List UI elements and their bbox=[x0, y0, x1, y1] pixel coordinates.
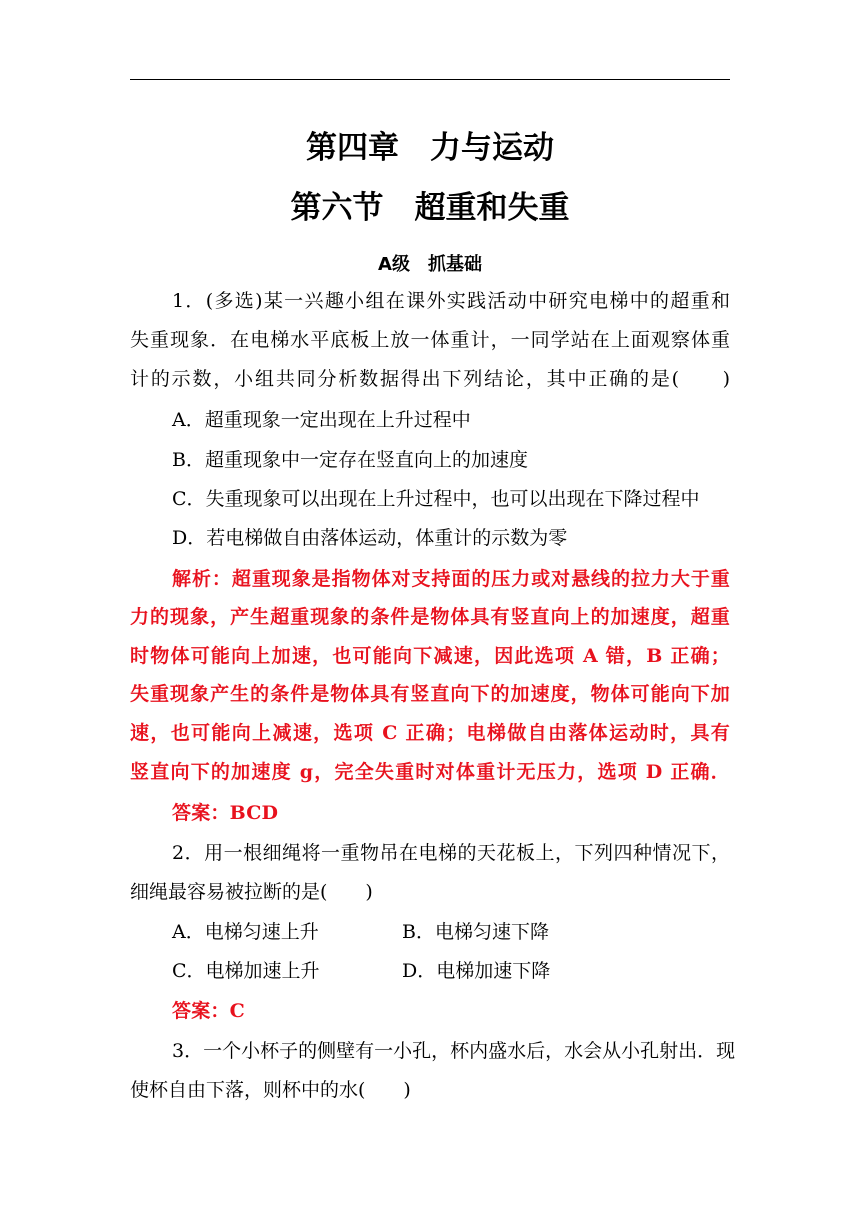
q1-option-d: D．若电梯做自由落体运动，体重计的示数为零 bbox=[172, 527, 568, 549]
q2-option-a: A．电梯匀速上升 bbox=[172, 921, 319, 943]
q3-stem-line: 使杯自由下落，则杯中的水( ) bbox=[130, 1079, 411, 1101]
section-title: 第六节 超重和失重 bbox=[290, 190, 570, 226]
chapter-title: 第四章 力与运动 bbox=[306, 130, 554, 166]
q1-analysis-line: 力的现象，产生超重现象的条件是物体具有竖直向上的加速度，超重 bbox=[130, 606, 730, 628]
header-rule bbox=[130, 79, 730, 80]
level-heading: A级 抓基础 bbox=[378, 254, 482, 275]
q1-analysis-line: 解析：超重现象是指物体对支持面的压力或对悬线的拉力大于重 bbox=[172, 568, 730, 590]
q1-analysis-line: 失重现象产生的条件是物体具有竖直向下的加速度，物体可能向下加 bbox=[130, 683, 730, 705]
q1-stem-line: 1．(多选)某一兴趣小组在课外实践活动中研究电梯中的超重和 bbox=[172, 290, 730, 312]
q1-option-a: A．超重现象一定出现在上升过程中 bbox=[172, 409, 471, 431]
q1-stem-line: 计的示数，小组共同分析数据得出下列结论，其中正确的是( ) bbox=[130, 368, 730, 390]
q1-option-c: C．失重现象可以出现在上升过程中，也可以出现在下降过程中 bbox=[172, 488, 700, 510]
q1-analysis-line: 时物体可能向上加速，也可能向下减速，因此选项 A 错，B 正确； bbox=[130, 645, 730, 667]
q2-option-row bbox=[172, 958, 730, 984]
q3-stem-line: 3．一个小杯子的侧壁有一小孔，杯内盛水后，水会从小孔射出．现 bbox=[172, 1040, 736, 1062]
q2-option-b: B．电梯匀速下降 bbox=[402, 921, 549, 943]
q1-analysis-line: 竖直向下的加速度 g，完全失重时对体重计无压力，选项 D 正确． bbox=[130, 761, 730, 783]
q2-stem-line: 2．用一根细绳将一重物吊在电梯的天花板上，下列四种情况下， bbox=[172, 842, 730, 864]
q1-option-b: B．超重现象中一定存在竖直向上的加速度 bbox=[172, 449, 528, 471]
q2-option-row bbox=[172, 919, 730, 945]
q2-option-d: D．电梯加速下降 bbox=[402, 960, 551, 982]
q1-stem-line: 失重现象．在电梯水平底板上放一体重计，一同学站在上面观察体重 bbox=[130, 329, 730, 351]
q1-analysis-line: 速，也可能向上减速，选项 C 正确；电梯做自由落体运动时，具有 bbox=[130, 722, 730, 744]
q2-option-c: C．电梯加速上升 bbox=[172, 960, 320, 982]
q1-answer: 答案：BCD bbox=[172, 802, 279, 824]
q2-stem-line: 细绳最容易被拉断的是( ) bbox=[130, 881, 373, 903]
q2-answer: 答案：C bbox=[172, 1000, 245, 1022]
